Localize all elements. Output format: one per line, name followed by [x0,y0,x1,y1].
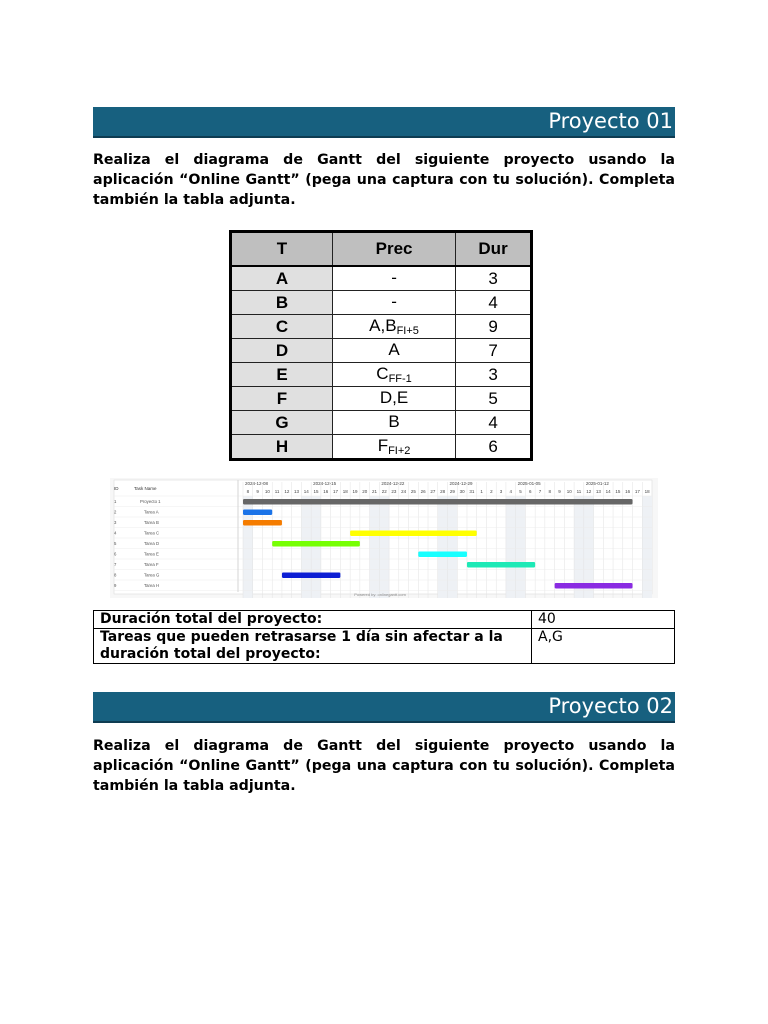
gantt-day-label: 19 [352,489,358,494]
gantt-day-label: 23 [391,489,397,494]
task-cell: B [231,291,333,315]
precedence-cell: A [333,339,456,363]
delayable-tasks-label: Tareas que pueden retrasarse 1 día sin afectar a la duración total del proyecto: [94,629,532,664]
gantt-weekend-shade [574,496,584,598]
project-2-title: Proyecto 02 [93,692,675,723]
table-row [231,363,532,387]
table-row [231,266,532,291]
precedence-cell: $C_{FF-1}$ [333,363,456,387]
gantt-task-bar [272,541,360,547]
gantt-week-label: 2024-12-29 [449,481,473,486]
gantt-weekend-shade [516,496,526,598]
gantt-task-name: Tarea B [144,520,159,525]
gantt-task-bar [243,520,282,526]
duration-cell: 9 [456,315,532,339]
gantt-day-label: 10 [566,489,572,494]
gantt-day-label: 26 [420,489,426,494]
task-table-header [231,232,532,267]
gantt-day-label: 21 [371,489,377,494]
gantt-task-name: Tarea E [144,551,159,557]
gantt-task-id: 7 [114,562,117,567]
gantt-weekend-shade [448,496,458,598]
task-cell: F [231,387,333,411]
duration-cell: 5 [456,387,532,411]
gantt-day-label: 18 [644,489,650,494]
table-row [231,435,532,460]
gantt-day-label: 27 [430,489,436,494]
table-row [231,387,532,411]
project-1-instructions: Realiza el diagrama de Gantt del siguiente proyecto usando la aplicación “Online Gantt” (pega una captura con tu solución). Completa también la tabla adjunta. [93,152,675,208]
header-precedence: Prec [333,232,456,267]
gantt-day-label: 28 [440,489,446,494]
gantt-task-id: 8 [114,572,117,578]
gantt-name-header: Task Name [134,486,157,491]
table-row [94,611,675,629]
gantt-week-label: 2024-12-22 [381,481,405,486]
results-table [93,610,675,664]
duration-cell: 3 [456,266,532,291]
gantt-day-label: 12 [586,489,592,494]
gantt-day-label: 20 [362,489,368,494]
gantt-day-label: 29 [449,489,455,494]
gantt-day-label: 8 [548,489,552,494]
gantt-task-id: 3 [114,520,117,525]
table-row [231,315,532,339]
gantt-task-bar [350,531,477,537]
total-duration-value: 40 [532,611,675,629]
gantt-task-id: 9 [114,583,117,588]
gantt-week-label: 2024-12-15 [313,481,337,486]
gantt-task-name: Tarea H [144,583,160,588]
task-cell: H [231,435,333,460]
gantt-task-id: 5 [114,541,117,546]
duration-cell: 3 [456,363,532,387]
task-cell: G [231,411,333,435]
gantt-day-label: 17 [333,489,339,494]
gantt-task-id: 4 [114,530,117,536]
gantt-task-bar [467,562,535,568]
gantt-weekend-shade [438,496,448,598]
table-row [231,339,532,363]
gantt-day-label: 30 [459,489,465,494]
gantt-weekend-shade [370,496,380,598]
gantt-day-label: 8 [246,489,250,494]
project-2-instructions: Realiza el diagrama de Gantt del siguiente proyecto usando la aplicación “Online Gantt” (pega una captura con tu solución). Completa también la tabla adjunta. [93,738,675,794]
precedence-cell: - [333,291,456,315]
gantt-task-bar [243,510,272,516]
gantt-task-bar [555,583,633,589]
gantt-task-name: Tarea G [144,572,160,578]
duration-cell: 6 [456,435,532,460]
header-task: T [231,232,333,267]
task-table [229,230,533,461]
gantt-day-label: 14 [303,489,309,494]
gantt-task-name: Tarea A [144,509,159,515]
gantt-task-name: Tarea D [144,541,160,546]
gantt-task-bar [282,573,340,579]
precedence-cell: $A,B_{FI+5}$ [333,315,456,339]
gantt-week-label: 2025-01-05 [517,481,541,486]
gantt-day-label: 11 [274,489,280,494]
gantt-task-name: Tarea F [144,562,159,567]
gantt-day-label: 7 [538,489,542,494]
gantt-week-label: 2024-12-08 [245,481,269,486]
gantt-task-bar [243,499,633,505]
task-cell: A [231,266,333,291]
gantt-weekend-shade [506,496,516,598]
duration-cell: 4 [456,291,532,315]
gantt-day-label: 16 [625,489,631,494]
gantt-day-label: 10 [264,489,270,494]
gantt-weekend-shade [379,496,389,598]
gantt-day-label: 9 [256,489,259,494]
gantt-day-label: 31 [469,489,475,494]
gantt-day-label: 2 [490,489,493,494]
gantt-day-label: 15 [313,489,319,494]
delayable-tasks-value: A,G [532,629,675,664]
table-row [231,291,532,315]
table-row [94,629,675,664]
duration-cell: 4 [456,411,532,435]
header-duration: Dur [456,232,532,267]
gantt-week-label: 2025-01-12 [585,481,609,486]
gantt-day-label: 24 [401,489,407,494]
gantt-task-name: Tarea C [144,530,160,536]
gantt-footer: Powered by: onlinegantt.com [354,592,406,597]
gantt-day-label: 14 [605,489,611,494]
gantt-day-label: 4 [509,489,513,494]
gantt-id-header: ID [114,486,119,491]
total-duration-label: Duración total del proyecto: [94,611,532,629]
gantt-weekend-shade [584,496,594,598]
gantt-task-name: Proyecto 1 [140,499,161,504]
precedence-cell: - [333,266,456,291]
table-row [231,411,532,435]
gantt-day-label: 25 [410,489,416,494]
gantt-task-id: 2 [114,509,117,515]
gantt-weekend-shade [301,496,311,598]
gantt-day-label: 3 [499,489,503,494]
gantt-task-id: 6 [114,551,117,557]
gantt-task-bar [418,552,467,558]
precedence-cell: B [333,411,456,435]
gantt-day-label: 5 [519,489,522,494]
task-cell: C [231,315,333,339]
gantt-day-label: 13 [294,489,300,494]
project-1-title: Proyecto 01 [93,107,675,138]
task-cell: D [231,339,333,363]
duration-cell: 7 [456,339,532,363]
gantt-day-label: 17 [634,489,640,494]
precedence-cell: D,E [333,387,456,411]
gantt-day-label: 1 [480,489,483,494]
gantt-day-label: 12 [284,489,290,494]
gantt-chart-screenshot [110,478,658,598]
gantt-day-label: 6 [529,489,532,494]
precedence-cell: $F_{FI+2}$ [333,435,456,460]
gantt-day-label: 18 [342,489,348,494]
gantt-day-label: 22 [381,489,387,494]
gantt-day-label: 11 [576,489,582,494]
gantt-weekend-shade [311,496,321,598]
gantt-day-label: 15 [615,489,621,494]
gantt-task-id: 1 [114,499,117,504]
gantt-day-label: 16 [323,489,329,494]
gantt-day-label: 9 [558,489,561,494]
task-cell: E [231,363,333,387]
gantt-day-label: 13 [595,489,601,494]
gantt-weekend-shade [642,496,652,598]
